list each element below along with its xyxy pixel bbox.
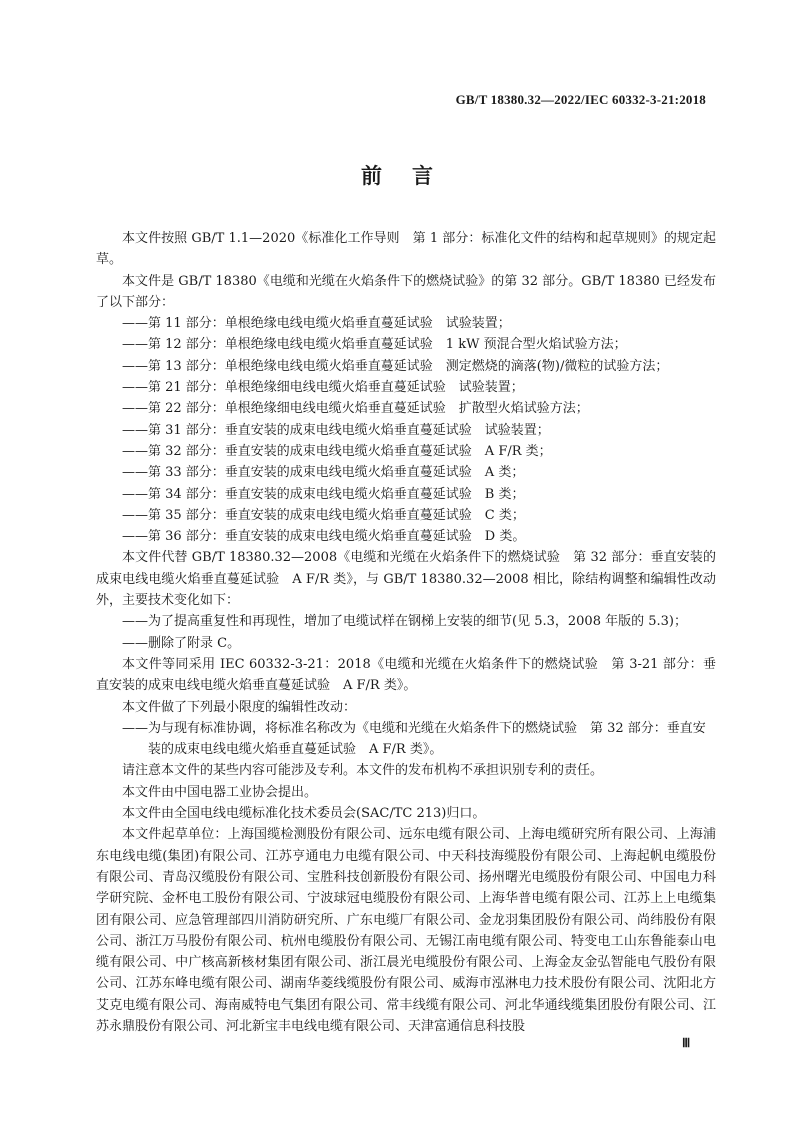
foreword-body	[96, 228, 716, 1037]
paragraph-technical-committee: 本文件由全国电线电缆标准化技术委员会(SAC/TC 213)归口。	[122, 806, 486, 822]
page-number: Ⅲ	[682, 1036, 691, 1050]
list-item-part-35: ——第 35 部分：垂直安装的成束电线电缆火焰垂直蔓延试验 C 类；	[122, 507, 525, 523]
list-item-part-32: ——第 32 部分：垂直安装的成束电线电缆火焰垂直蔓延试验 A F/R 类；	[122, 443, 552, 459]
list-item-part-31: ——第 31 部分：垂直安装的成束电线电缆火焰垂直蔓延试验 试验装置；	[122, 422, 550, 438]
list-item-part-36: ——第 36 部分：垂直安装的成束电线电缆火焰垂直蔓延试验 D 类。	[122, 529, 526, 545]
list-item-part-12: ——第 12 部分：单根绝缘电线电缆火焰垂直蔓延试验 1 kW 预混合型火焰试验方法；	[122, 337, 627, 353]
list-item-part-13: ——第 13 部分：单根绝缘电线电缆火焰垂直蔓延试验 测定燃烧的滴落(物)/微粒的试验方法；	[122, 358, 669, 374]
paragraph-series-intro: 本文件是 GB/T 18380《电缆和光缆在火焰条件下的燃烧试验》的第 32 部分。GB/T 18380 已经发布了以下部分：	[96, 273, 716, 310]
paragraph-iec-adoption: 本文件等同采用 IEC 60332-3-21：2018《电缆和光缆在火焰条件下的燃烧试验 第 3-21 部分：垂直安装的成束电线电缆火焰垂直蔓延试验 A F/R 类》。	[96, 656, 716, 694]
list-item-editorial-1: ——为与现有标准协调，将标准名称改为《电缆和光缆在火焰条件下的燃烧试验 第 32 部分：垂直安装的成束电线电缆火焰垂直蔓延试验 A F/R 类》。	[122, 720, 706, 758]
list-item-part-34: ——第 34 部分：垂直安装的成束电线电缆火焰垂直蔓延试验 B 类；	[122, 486, 525, 502]
list-item-part-33: ——第 33 部分：垂直安装的成束电线电缆火焰垂直蔓延试验 A 类；	[122, 465, 525, 481]
list-item-change-2: ——删除了附录 C。	[122, 635, 241, 651]
page-title: 前言	[361, 164, 463, 188]
paragraph-drafting-units: 本文件起草单位：上海国缆检测股份有限公司、远东电缆有限公司、上海电缆研究所有限公司、上海浦东电线电缆(集团)有限公司、江苏亨通电力电缆有限公司、中天科技海缆股份有限公司、上海起帆电缆股份有限公司、青岛汉缆股份有限公司、宝胜科技创新股份有限公司、扬州曙光电缆股份有限公司、中国电力科学研究院、金杯电工股份有限公司、宁波球冠电缆股份有限公司、上海华普电缆有限公司、江苏上上电缆集团有限公司、应急管理部四川消防研究所、广东电缆厂有限公司、金龙羽集团股份有限公司、尚纬股份有限公司、浙江万马股份有限公司、杭州电缆股份有限公司、无锡江南电缆有限公司、特变电工山东鲁能泰山电缆有限公司、中广核高新核材集团有限公司、浙江晨光电缆股份有限公司、上海金友金弘智能电气股份有限公司、江苏东峰电缆有限公司、湖南华菱线缆股份有限公司、威海市泓淋电力技术股份有限公司、沈阳北方艾克电缆有限公司、海南威特电气集团有限公司、常丰线缆有限公司、河北华通线缆集团股份有限公司、江苏永鼎股份有限公司、河北新宝丰电线电缆有限公司、天津富通信息科技股	[96, 827, 716, 1034]
standard-code-header: GB/T 18380.32—2022/IEC 60332-3-21:2018	[455, 92, 706, 107]
paragraph-editorial-changes: 本文件做了下列最小限度的编辑性改动：	[122, 699, 357, 715]
list-item-part-22: ——第 22 部分：单根绝缘细电线电缆火焰垂直蔓延试验 扩散型火焰试验方法；	[122, 401, 589, 417]
paragraph-replaces: 本文件代替 GB/T 18380.32—2008《电缆和光缆在火焰条件下的燃烧试验 第 32 部分：垂直安装的成束电线电缆火焰垂直蔓延试验 A F/R 类》，与 GB/T 18380.32—2008 相比，除结构调整和编辑性改动外，主要技术变化如下：	[96, 550, 716, 609]
list-item-part-11: ——第 11 部分：单根绝缘电线电缆火焰垂直蔓延试验 试验装置；	[122, 316, 511, 332]
paragraph-patent-notice: 请注意本文件的某些内容可能涉及专利。本文件的发布机构不承担识别专利的责任。	[122, 763, 604, 779]
list-item-part-21: ——第 21 部分：单根绝缘细电线电缆火焰垂直蔓延试验 试验装置；	[122, 380, 524, 396]
paragraph-drafting-rules: 本文件按照 GB/T 1.1—2020《标准化工作导则 第 1 部分：标准化文件的结构和起草规则》的规定起草。	[96, 231, 716, 268]
list-item-change-1: ——为了提高重复性和再现性，增加了电缆试样在钢梯上安装的细节(见 5.3，2008 年版的 5.3)；	[122, 614, 687, 630]
paragraph-proposer: 本文件由中国电器工业协会提出。	[122, 784, 318, 800]
